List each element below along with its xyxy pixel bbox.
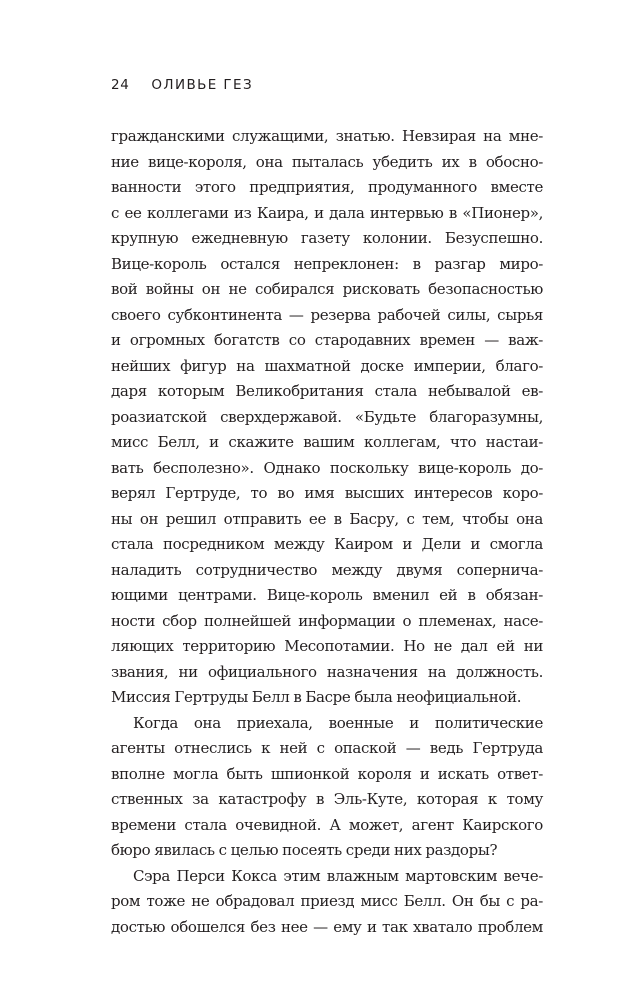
text-line: роазиатской сверхдержавой. «Будьте благоразумны, bbox=[111, 407, 543, 426]
text-line: ром тоже не обрадовал приезд мисс Белл. Он бы с ра- bbox=[111, 892, 543, 910]
text-line: нейших фигур на шахматной доске империи, благо- bbox=[111, 356, 543, 375]
text-line: даря которым Великобритания стала небывалой ев- bbox=[111, 382, 543, 400]
running-head bbox=[111, 77, 253, 93]
text-line: верял Гертруде, то во имя высших интересов коро- bbox=[111, 484, 543, 502]
text-line: с ее коллегами из Каира, и дала интервью в «Пионер», bbox=[111, 203, 543, 222]
text-line: ванности этого предприятия, продуманного вместе bbox=[111, 178, 543, 196]
text-line: гражданскими служащими, знатью. Невзирая на мне- bbox=[111, 127, 543, 145]
text-line: ны он решил отправить ее в Басру, с тем, чтобы она bbox=[111, 509, 543, 528]
author-name: ОЛИВЬЕ ГЕЗ bbox=[151, 77, 254, 93]
text-line: ности сбор полнейшей информации о племенах, насе- bbox=[111, 611, 543, 630]
text-line: вать бесполезно». Однако поскольку вице-король до- bbox=[111, 458, 543, 477]
text-line: ляющих территорию Месопотамии. Но не дал ей ни bbox=[111, 637, 543, 655]
page-number: 24 bbox=[111, 77, 130, 93]
text-line: Вице-король остался непреклонен: в разгар миро- bbox=[111, 254, 543, 273]
text-line: агенты отнеслись к ней с опаской — ведь Гертруда bbox=[111, 739, 543, 757]
text-line: наладить сотрудничество между двумя сопернича- bbox=[111, 560, 543, 579]
text-line: стала посредником между Каиром и Дели и смогла bbox=[111, 535, 543, 553]
text-line: вполне могла быть шпионкой короля и искать ответ- bbox=[111, 764, 543, 783]
text-line: своего субконтинента — резерва рабочей силы, сырья bbox=[111, 305, 543, 324]
text-line: мисс Белл, и скажите вашим коллегам, что настаи- bbox=[111, 433, 543, 451]
body-text bbox=[111, 124, 543, 940]
text-line: вой войны он не собирался рисковать безопасностью bbox=[111, 280, 543, 298]
text-line: достью обошелся без нее — ему и так хватало проблем bbox=[111, 917, 543, 936]
text-line: времени стала очевидной. А может, агент Каирского bbox=[111, 815, 543, 834]
text-line: крупную ежедневную газету колонии. Безуспешно. bbox=[111, 229, 543, 247]
text-line: бюро явилась с целью посеять среди них раздоры? bbox=[111, 841, 498, 859]
text-line: и огромных богатств со стародавних времен — важ- bbox=[111, 331, 543, 349]
text-line: Сэра Перси Кокса этим влажным мартовским вече- bbox=[133, 866, 543, 885]
text-line: ственных за катастрофу в Эль-Куте, которая к тому bbox=[111, 790, 543, 808]
text-line: Миссия Гертруды Белл в Басре была неофициальной. bbox=[111, 688, 522, 706]
text-line: звания, ни официального назначения на должность. bbox=[111, 662, 543, 681]
text-line: ющими центрами. Вице-король вменил ей в обязан- bbox=[111, 586, 543, 604]
text-line: ние вице-короля, она пыталась убедить их в обосно- bbox=[111, 152, 543, 171]
text-line: Когда она приехала, военные и политические bbox=[133, 713, 543, 732]
